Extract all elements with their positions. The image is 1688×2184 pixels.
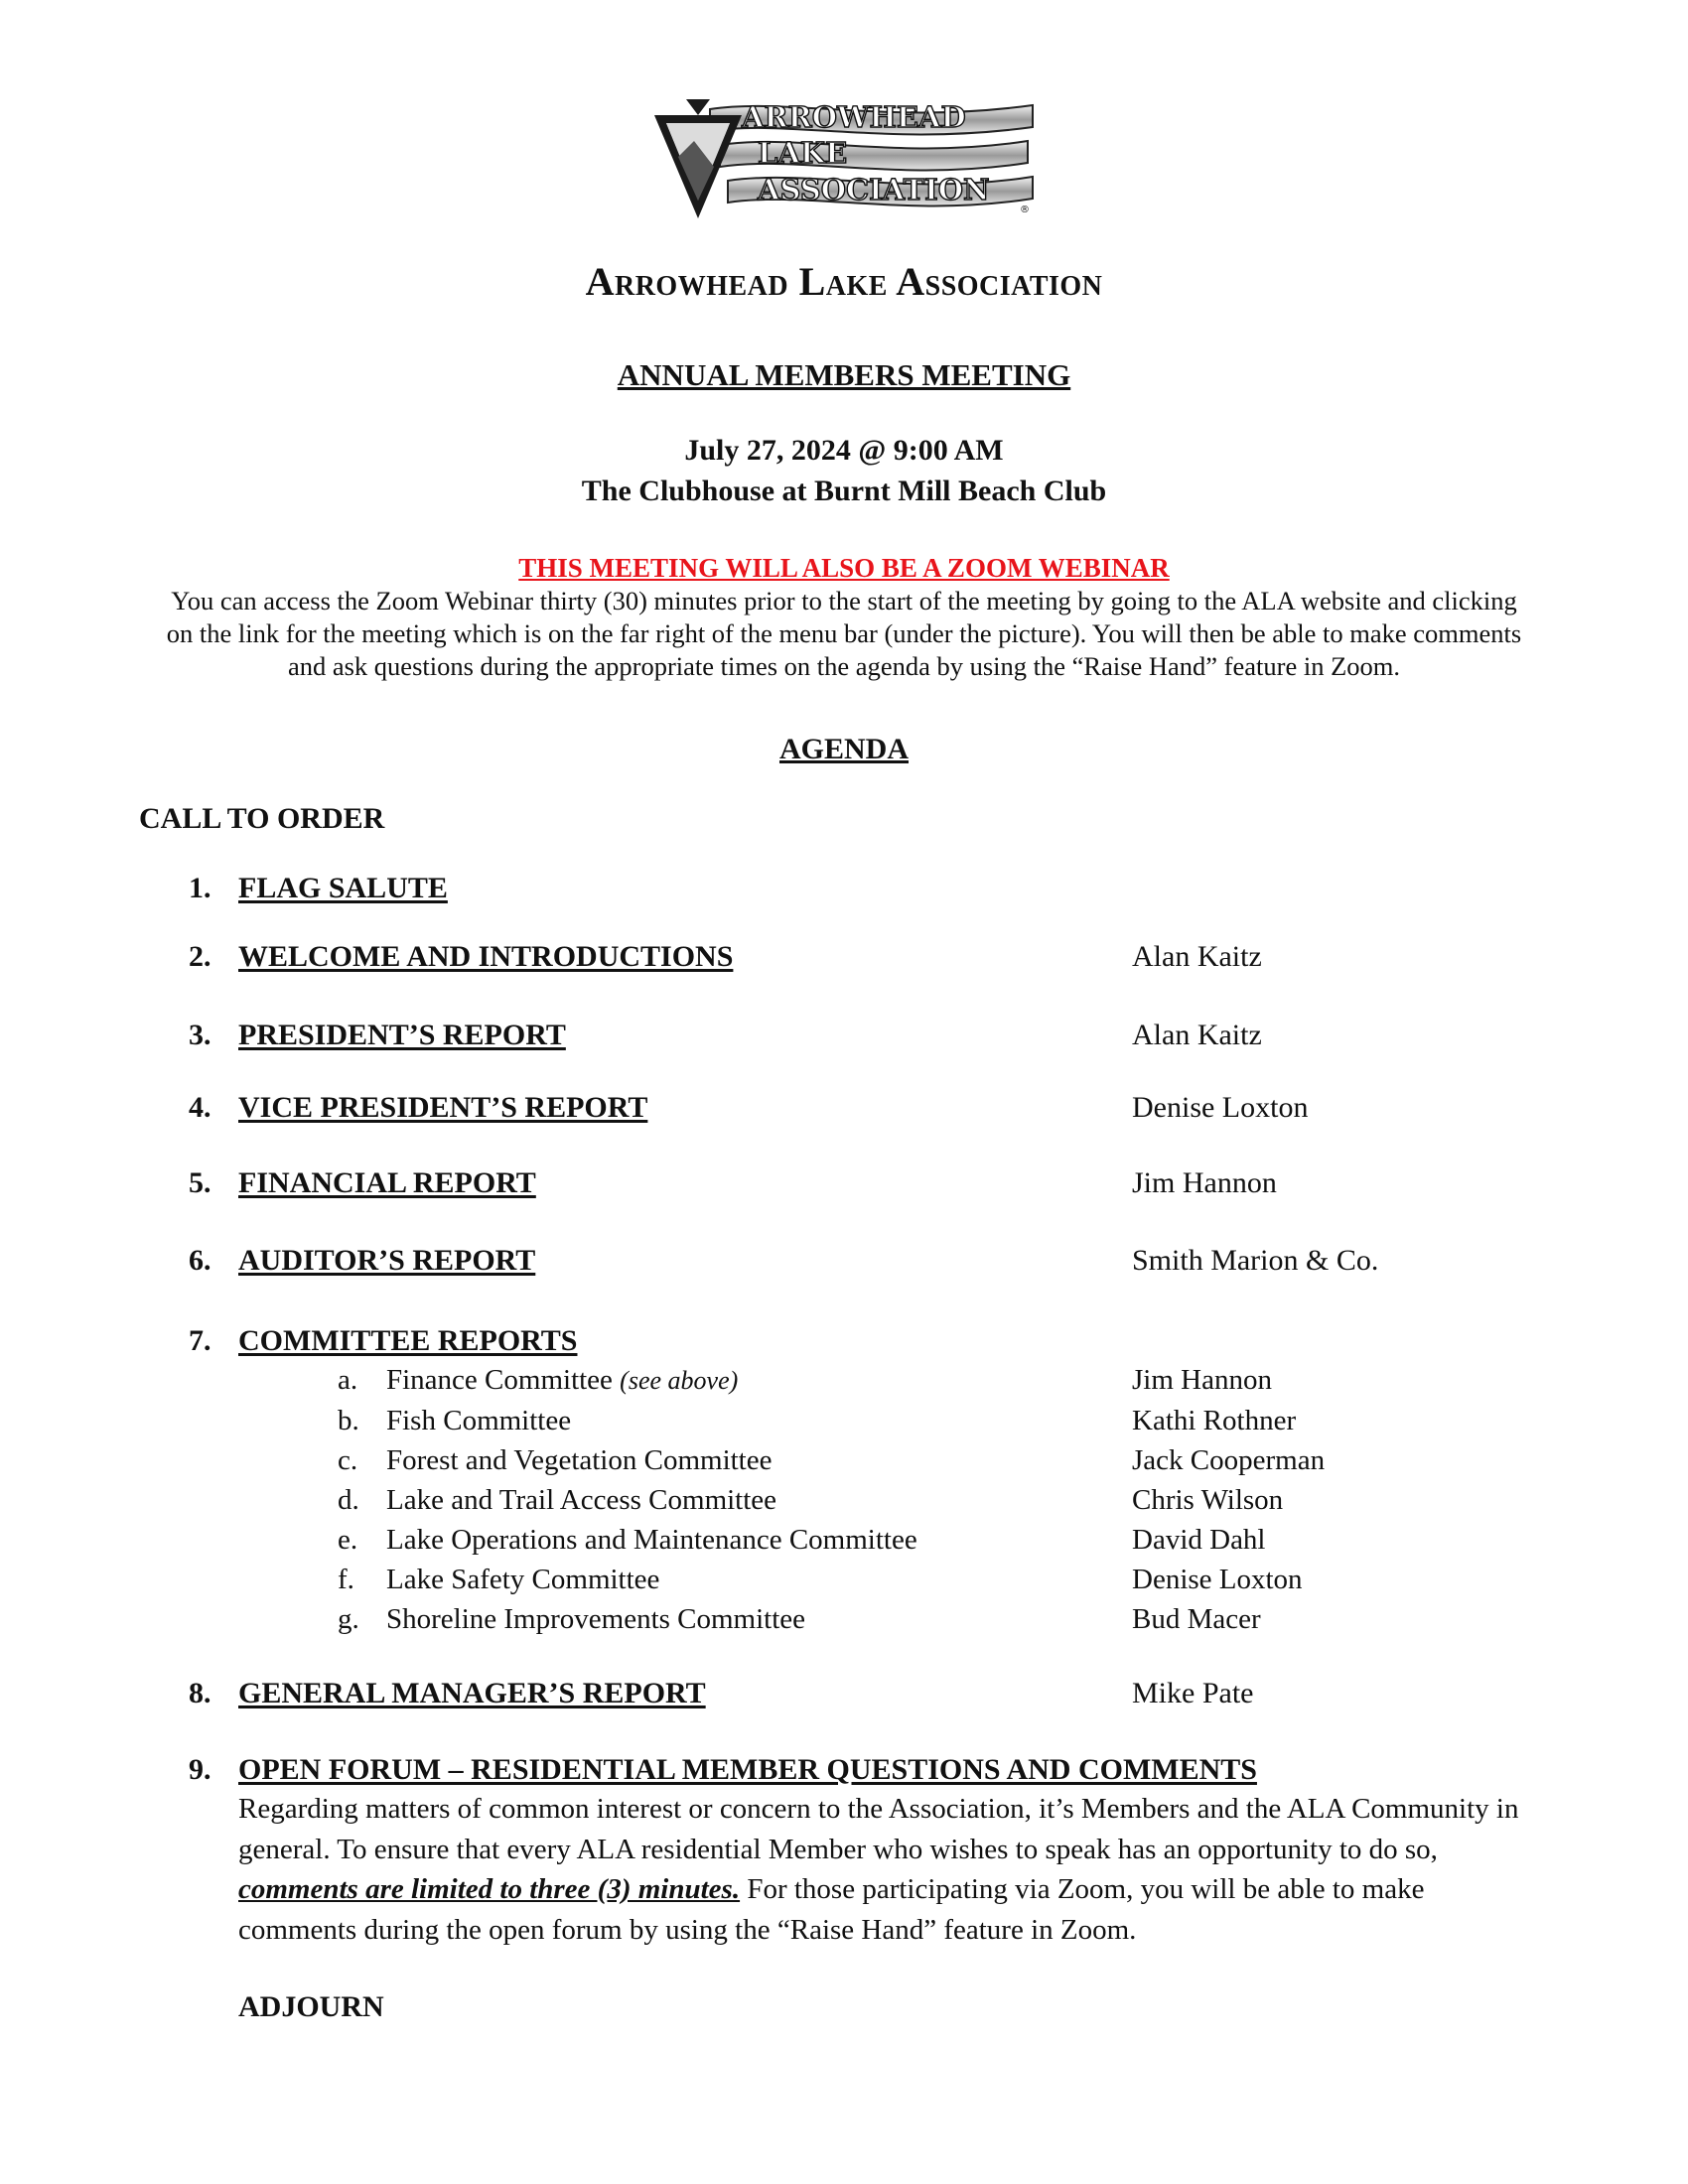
- call-to-order: CALL TO ORDER: [139, 802, 385, 835]
- time-limit-emphasis: comments are limited to three (3) minutes.: [238, 1873, 741, 1905]
- item-title: WELCOME AND INTRODUCTIONS: [238, 940, 734, 973]
- committee-letter: c.: [338, 1444, 358, 1476]
- agenda-item: [189, 1244, 1579, 1284]
- agenda-item: [189, 1091, 1579, 1131]
- item-presenter: Denise Loxton: [1132, 1091, 1309, 1124]
- item-title: VICE PRESIDENT’S REPORT: [238, 1091, 648, 1124]
- agenda-heading: AGENDA: [778, 733, 909, 765]
- agenda-item: [189, 1019, 1579, 1058]
- committee-item: [338, 1405, 1579, 1442]
- item-presenter: Jim Hannon: [1132, 1166, 1277, 1199]
- item-title: GENERAL MANAGER’S REPORT: [238, 1677, 706, 1709]
- committee-presenter: Chris Wilson: [1132, 1484, 1284, 1516]
- item-title: FINANCIAL REPORT: [238, 1166, 536, 1199]
- committee-label: Lake Operations and Maintenance Committee: [386, 1524, 917, 1556]
- committee-label: Lake and Trail Access Committee: [386, 1484, 777, 1516]
- item-title: PRESIDENT’S REPORT: [238, 1019, 566, 1051]
- svg-text:LAKE: LAKE: [758, 136, 848, 170]
- committee-item: [338, 1484, 1579, 1522]
- committee-presenter: Bud Macer: [1132, 1603, 1261, 1635]
- committee-presenter: David Dahl: [1132, 1524, 1266, 1556]
- zoom-webinar-instructions: You can access the Zoom Webinar thirty (30) minutes prior to the start of the meeting by going to the ALA website and clicking on the link for the meeting which is on the far right of the menu bar (under the picture). You will then be able to make comments and ask questions during the appropriate times on the agenda by using the “Raise Hand” feature in Zoom.: [166, 586, 1522, 681]
- agenda-item: [189, 872, 1579, 911]
- committee-presenter: Kathi Rothner: [1132, 1405, 1297, 1436]
- committee-item: [338, 1603, 1579, 1641]
- item-number: 2.: [189, 940, 211, 973]
- item-number: 7.: [189, 1324, 211, 1357]
- committee-letter: a.: [338, 1364, 358, 1396]
- committee-label: Forest and Vegetation Committee: [386, 1444, 773, 1476]
- item-title: COMMITTEE REPORTS: [238, 1324, 578, 1357]
- item-number: 1.: [189, 872, 211, 904]
- item-number: 8.: [189, 1677, 211, 1709]
- zoom-webinar-heading: THIS MEETING WILL ALSO BE A ZOOM WEBINAR: [518, 553, 1170, 583]
- adjourn: ADJOURN: [238, 1990, 384, 2023]
- item-presenter: Smith Marion & Co.: [1132, 1244, 1379, 1277]
- association-logo: [650, 97, 1038, 226]
- committee-letter: g.: [338, 1603, 359, 1635]
- agenda-item: [189, 1677, 1579, 1716]
- committee-presenter: Denise Loxton: [1132, 1564, 1303, 1595]
- item-number: 5.: [189, 1166, 211, 1199]
- committee-label: Shoreline Improvements Committee: [386, 1603, 806, 1635]
- item-presenter: Alan Kaitz: [1132, 1019, 1262, 1051]
- committee-label: Finance Committee (see above): [386, 1364, 739, 1396]
- agenda-item: [189, 1753, 1579, 1793]
- meeting-date: July 27, 2024 @ 9:00 AM: [684, 434, 1004, 467]
- committee-letter: b.: [338, 1405, 359, 1436]
- committee-letter: d.: [338, 1484, 359, 1516]
- item-title: FLAG SALUTE: [238, 872, 448, 904]
- svg-text:ARROWHEAD: ARROWHEAD: [742, 100, 966, 134]
- meeting-title: ANNUAL MEMBERS MEETING: [617, 357, 1071, 392]
- meeting-location: The Clubhouse at Burnt Mill Beach Club: [581, 475, 1107, 507]
- committee-item: [338, 1364, 1579, 1402]
- committee-presenter: Jack Cooperman: [1132, 1444, 1326, 1476]
- svg-text:ASSOCIATION: ASSOCIATION: [758, 173, 990, 206]
- item-number: 4.: [189, 1091, 211, 1124]
- agenda-item: [189, 1324, 1579, 1364]
- committee-label: Lake Safety Committee: [386, 1564, 660, 1595]
- item-number: 3.: [189, 1019, 211, 1051]
- item-title: OPEN FORUM – RESIDENTIAL MEMBER QUESTIONS AND COMMENTS: [238, 1753, 1257, 1786]
- committee-item: [338, 1444, 1579, 1482]
- item-title: AUDITOR’S REPORT: [238, 1244, 536, 1277]
- committee-label: Fish Committee: [386, 1405, 572, 1436]
- committee-letter: e.: [338, 1524, 358, 1556]
- item-presenter: Alan Kaitz: [1132, 940, 1262, 973]
- committee-note: (see above): [620, 1366, 739, 1395]
- item-number: 9.: [189, 1753, 211, 1786]
- committee-item: [338, 1564, 1579, 1601]
- svg-text:®: ®: [1020, 205, 1030, 215]
- organization-title: Arrowhead Lake Association: [585, 259, 1103, 304]
- agenda-item: [189, 1166, 1579, 1206]
- open-forum-description: Regarding matters of common interest or concern to the Association, it’s Members and the ALA Community in general. To ensure that every ALA residential Member who wishes to speak has an opportunity to do so, comments are limited to three (3) minutes. For those participating via Zoom, you will be able to make comments during the open forum by using the “Raise Hand” feature in Zoom.: [238, 1793, 1519, 1946]
- committee-item: [338, 1524, 1579, 1562]
- item-presenter: Mike Pate: [1132, 1677, 1254, 1709]
- committee-letter: f.: [338, 1564, 354, 1595]
- item-number: 6.: [189, 1244, 211, 1277]
- agenda-item: [189, 940, 1579, 980]
- committee-presenter: Jim Hannon: [1132, 1364, 1272, 1396]
